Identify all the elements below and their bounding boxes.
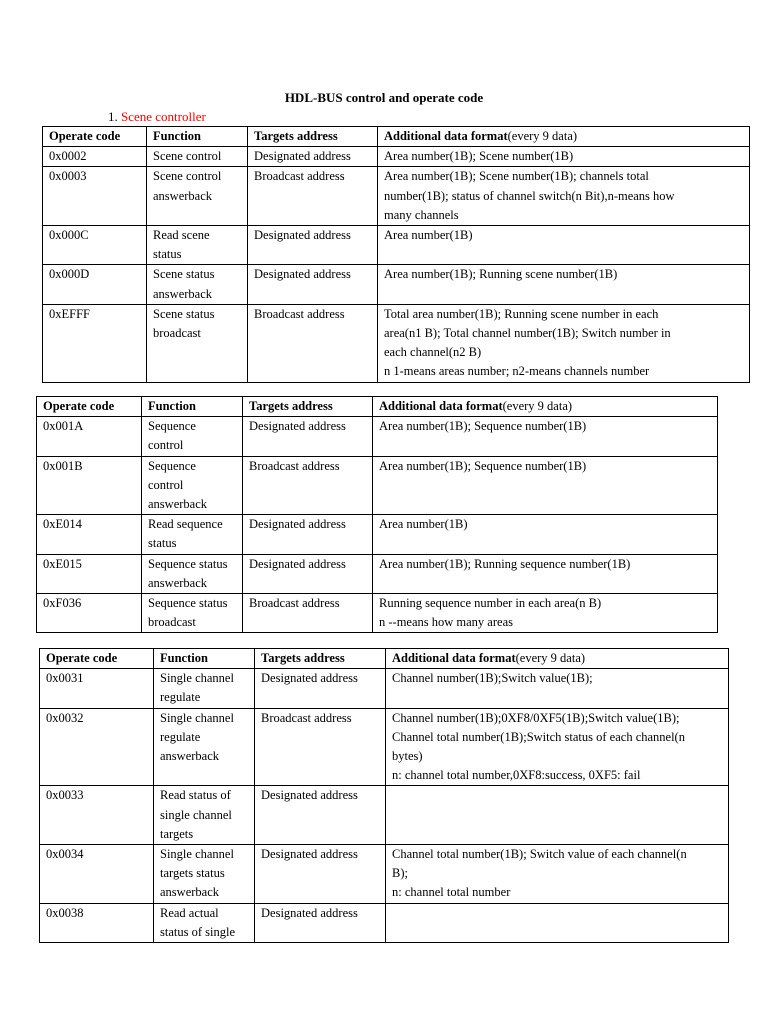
function-cell: [142, 594, 243, 633]
function-line: status: [153, 247, 182, 262]
additional-data-cell: [373, 417, 718, 456]
table-row: [43, 265, 750, 304]
data-line: Total area number(1B); Running scene number in each: [384, 306, 659, 321]
function-line: targets: [160, 826, 194, 841]
data-line: each channel(n2 B): [384, 345, 482, 360]
targets-address-cell: Designated address: [255, 845, 386, 904]
data-line: number(1B); status of channel switch(n Bit),n-means how: [384, 188, 675, 203]
header-function: Function: [147, 127, 248, 147]
table-row: [37, 594, 718, 633]
function-line: answerback: [148, 497, 207, 512]
targets-address-cell: Designated address: [255, 669, 386, 708]
function-line: answerback: [148, 575, 207, 590]
function-line: regulate: [160, 690, 201, 705]
additional-data-cell: [378, 265, 750, 304]
additional-data-cell: [373, 515, 718, 554]
data-line: n --means how many areas: [379, 615, 513, 630]
targets-address-cell: Broadcast address: [248, 167, 378, 226]
function-line: Sequence status: [148, 596, 228, 611]
additional-data-cell: [386, 669, 729, 708]
function-line: status: [148, 536, 177, 551]
section-number: 1.: [108, 109, 118, 124]
function-line: Single channel: [160, 710, 234, 725]
function-line: Scene control: [153, 169, 222, 184]
targets-address-cell: Broadcast address: [248, 304, 378, 382]
table-row: [37, 456, 718, 515]
function-cell: [142, 554, 243, 593]
targets-address-cell: Broadcast address: [243, 594, 373, 633]
function-line: broadcast: [153, 326, 201, 341]
function-line: control: [148, 438, 184, 453]
data-line: Area number(1B); Scene number(1B); channels total: [384, 169, 649, 184]
additional-data-cell: [386, 786, 729, 845]
header-operate-code: Operate code: [40, 649, 154, 669]
additional-data-cell: [386, 708, 729, 786]
additional-data-cell: [378, 226, 750, 265]
table-row: [43, 304, 750, 382]
function-line: Read status of: [160, 788, 231, 803]
header-additional-note: (every 9 data): [502, 399, 573, 413]
function-line: answerback: [153, 188, 212, 203]
function-line: answerback: [160, 885, 219, 900]
targets-address-cell: Designated address: [243, 417, 373, 456]
operate-code-cell: 0x001B: [37, 456, 142, 515]
function-line: Scene status: [153, 306, 215, 321]
data-line: n 1-means areas number; n2-means channels number: [384, 364, 650, 379]
scene-control-table: [42, 126, 750, 383]
header-additional-data-format: [386, 649, 729, 669]
table-header-row: [37, 397, 718, 417]
data-line: Area number(1B); Scene number(1B): [384, 149, 574, 164]
additional-data-cell: [386, 903, 729, 942]
targets-address-cell: Broadcast address: [255, 708, 386, 786]
table-header-row: [43, 127, 750, 147]
sequence-control-table: [36, 396, 718, 633]
data-line: Channel number(1B);0XF8/0XF5(1B);Switch value(1B);: [392, 710, 680, 725]
header-additional-data-format: [378, 127, 750, 147]
header-function: Function: [142, 397, 243, 417]
data-line: n: channel total number,0XF8:success, 0XF5: fail: [392, 768, 641, 783]
function-line: answerback: [153, 286, 212, 301]
targets-address-cell: Designated address: [255, 786, 386, 845]
additional-data-cell: [378, 167, 750, 226]
data-line: Area number(1B); Sequence number(1B): [379, 419, 587, 434]
header-targets-address: Targets address: [255, 649, 386, 669]
header-targets-address: Targets address: [248, 127, 378, 147]
table-row: [43, 226, 750, 265]
operate-code-cell: 0xF036: [37, 594, 142, 633]
page-title: HDL-BUS control and operate code: [284, 90, 484, 105]
section-heading: [108, 109, 206, 125]
targets-address-cell: Designated address: [248, 265, 378, 304]
function-cell: [147, 226, 248, 265]
data-line: Area number(1B); Running sequence number(1B): [379, 556, 631, 571]
additional-data-cell: [373, 594, 718, 633]
single-channel-table: [39, 648, 729, 943]
data-line: n: channel total number: [392, 885, 511, 900]
targets-address-cell: Designated address: [248, 226, 378, 265]
function-cell: [147, 265, 248, 304]
operate-code-cell: 0xEFFF: [43, 304, 147, 382]
function-line: broadcast: [148, 615, 196, 630]
data-line: many channels: [384, 207, 459, 222]
function-cell: [147, 167, 248, 226]
table-row: [40, 669, 729, 708]
operate-code-cell: 0x0034: [40, 845, 154, 904]
header-additional-note: (every 9 data): [507, 129, 578, 143]
section-label: Scene controller: [121, 109, 206, 124]
table-row: [43, 167, 750, 226]
targets-address-cell: Designated address: [243, 554, 373, 593]
function-line: Sequence status: [148, 556, 228, 571]
operate-code-cell: 0x0033: [40, 786, 154, 845]
function-cell: [147, 304, 248, 382]
operate-code-cell: 0x0038: [40, 903, 154, 942]
table-row: [40, 903, 729, 942]
function-line: Single channel: [160, 847, 234, 862]
data-line: Running sequence number in each area(n B): [379, 596, 602, 611]
operate-code-cell: 0xE014: [37, 515, 142, 554]
header-operate-code: Operate code: [37, 397, 142, 417]
operate-code-cell: 0x0003: [43, 167, 147, 226]
table-row: [37, 554, 718, 593]
table-header-row: [40, 649, 729, 669]
operate-code-cell: 0x001A: [37, 417, 142, 456]
function-cell: [147, 147, 248, 167]
function-line: Single channel: [160, 671, 234, 686]
header-targets-address: Targets address: [243, 397, 373, 417]
header-function: Function: [154, 649, 255, 669]
function-cell: [142, 417, 243, 456]
table-row: [43, 147, 750, 167]
data-line: area(n1 B); Total channel number(1B); Switch number in: [384, 326, 671, 341]
data-line: B);: [392, 866, 408, 881]
header-additional-bold: Additional data format: [379, 399, 503, 413]
table-row: [40, 845, 729, 904]
header-additional-bold: Additional data format: [392, 651, 516, 665]
operate-code-cell: 0x000C: [43, 226, 147, 265]
function-line: status of single: [160, 924, 235, 939]
function-line: Sequence: [148, 458, 196, 473]
additional-data-cell: [378, 147, 750, 167]
table-row: [37, 515, 718, 554]
function-cell: [142, 456, 243, 515]
additional-data-cell: [373, 456, 718, 515]
function-line: targets status: [160, 866, 225, 881]
function-line: Read sequence: [148, 517, 223, 532]
function-cell: [142, 515, 243, 554]
additional-data-cell: [373, 554, 718, 593]
operate-code-cell: 0x000D: [43, 265, 147, 304]
targets-address-cell: Designated address: [243, 515, 373, 554]
function-cell: [154, 708, 255, 786]
data-line: Area number(1B); Sequence number(1B): [379, 458, 587, 473]
data-line: bytes): [392, 749, 423, 764]
data-line: Channel total number(1B); Switch value of each channel(n: [392, 847, 687, 862]
operate-code-cell: 0xE015: [37, 554, 142, 593]
header-additional-bold: Additional data format: [384, 129, 508, 143]
targets-address-cell: Designated address: [255, 903, 386, 942]
header-additional-data-format: [373, 397, 718, 417]
additional-data-cell: [386, 845, 729, 904]
function-cell: [154, 845, 255, 904]
header-additional-note: (every 9 data): [515, 651, 586, 665]
function-line: Scene control: [153, 149, 222, 164]
operate-code-cell: 0x0002: [43, 147, 147, 167]
table-row: [40, 786, 729, 845]
function-line: control: [148, 477, 184, 492]
function-line: Sequence: [148, 419, 196, 434]
function-cell: [154, 903, 255, 942]
operate-code-cell: 0x0031: [40, 669, 154, 708]
table-row: [40, 708, 729, 786]
targets-address-cell: Broadcast address: [243, 456, 373, 515]
header-operate-code: Operate code: [43, 127, 147, 147]
operate-code-cell: 0x0032: [40, 708, 154, 786]
data-line: Area number(1B): [379, 517, 468, 532]
function-line: single channel: [160, 807, 232, 822]
function-cell: [154, 669, 255, 708]
data-line: Channel number(1B);Switch value(1B);: [392, 671, 593, 686]
function-line: regulate: [160, 729, 201, 744]
additional-data-cell: [378, 304, 750, 382]
function-cell: [154, 786, 255, 845]
function-line: Read scene: [153, 228, 210, 243]
targets-address-cell: Designated address: [248, 147, 378, 167]
table-row: [37, 417, 718, 456]
function-line: Scene status: [153, 267, 215, 282]
data-line: Area number(1B); Running scene number(1B): [384, 267, 618, 282]
function-line: Read actual: [160, 905, 219, 920]
data-line: Area number(1B): [384, 228, 473, 243]
data-line: Channel total number(1B);Switch status of each channel(n: [392, 729, 685, 744]
function-line: answerback: [160, 749, 219, 764]
